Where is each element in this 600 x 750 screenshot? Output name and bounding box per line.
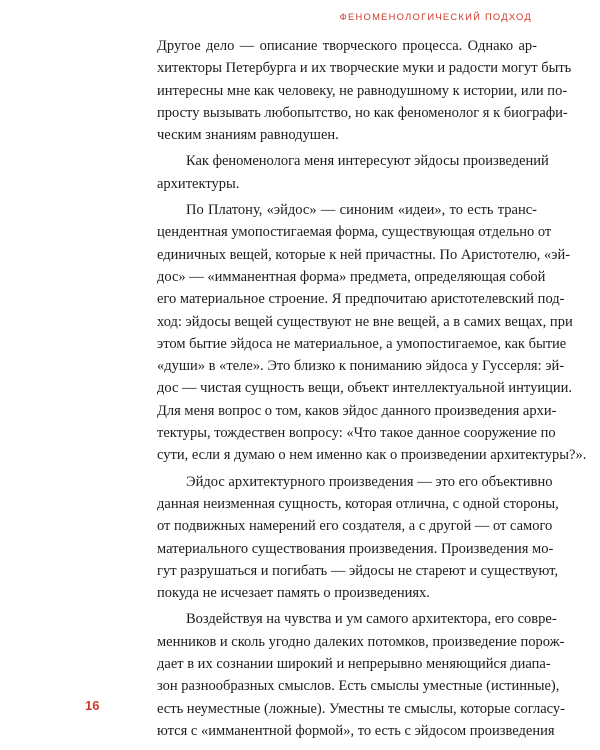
page-number: 16 xyxy=(85,698,100,713)
text-line: гут разрушаться и погибать — эйдосы не стареют и существуют, xyxy=(157,562,559,579)
text-line: Как феноменолога меня интересуют эйдосы произведений xyxy=(186,153,549,170)
text-line: данная неизменная сущность, которая отлична, с одной стороны, xyxy=(157,495,559,512)
text-line: интересны мне как человеку, не равнодушному к истории, или по- xyxy=(157,82,568,99)
running-head: ФЕНОМЕНОЛОГИЧЕСКИЙ ПОДХОД xyxy=(339,11,532,22)
text-line: «души» в «теле». Это близко к пониманию эйдоса у Гуссерля: эй- xyxy=(157,358,565,375)
text-line: ются с «имманентной формой», то есть с эйдосом произведения xyxy=(157,722,555,739)
paragraph xyxy=(157,199,587,467)
text-line: дос» — «имманентная форма» предмета, определяющая собой xyxy=(157,268,546,285)
text-line: хитекторы Петербурга и их творческие муки и радости могут быть xyxy=(157,60,572,77)
text-line: ход: эйдосы вещей существуют не вне вещей, а в самих вещах, при xyxy=(157,313,573,330)
text-line: этом бытие эйдоса не материальное, а умопостигаемое, как бытие xyxy=(157,335,567,352)
text-line: его материальное строение. Я предпочитаю аристотелевский под- xyxy=(157,291,565,308)
text-line: покуда не исчезает память о произведениях. xyxy=(157,585,430,602)
text-line: По Платону, «эйдос» — синоним «идеи», то есть транс- xyxy=(186,202,537,219)
paragraph xyxy=(157,150,549,195)
text-line: дает в их сознании широкий и непрерывно меняющийся диапа- xyxy=(157,656,551,673)
text-line: от подвижных намерений его создателя, а с другой — от самого xyxy=(157,518,553,535)
body-text xyxy=(157,35,587,742)
text-line: зон разнообразных смыслов. Есть смыслы уместные (истинные), xyxy=(157,678,560,695)
text-line: просту вызывать любопытство, но как феноменолог я к биографи- xyxy=(157,104,568,121)
text-line: цендентная умопостигаемая форма, существующая отдельно от xyxy=(157,224,552,241)
text-line: менников и сколь угодно далеких потомков, произведение порож- xyxy=(157,633,565,650)
text-line: единичных вещей, которые к ней причастны. По Аристотелю, «эй- xyxy=(157,246,571,263)
paragraph xyxy=(157,35,572,146)
text-line: тектуры, тождествен вопросу: «Что такое данное сооружение по xyxy=(157,425,556,442)
text-line: дос — чистая сущность вещи, объект интеллектуальной интуиции. xyxy=(157,380,572,397)
text-line: Другое дело — описание творческого процесса. Однако ар- xyxy=(157,38,537,54)
text-line: Эйдос архитектурного произведения — это его объективно xyxy=(186,473,553,490)
paragraph xyxy=(157,471,559,605)
text-line: Для меня вопрос о том, каков эйдос данного произведения архи- xyxy=(157,402,557,419)
text-line: архитектуры. xyxy=(157,175,240,192)
text-line: ческим знаниям равнодушен. xyxy=(157,127,339,144)
text-line: материального существования произведения. Произведения мо- xyxy=(157,540,554,557)
text-line: сути, если я думаю о нем именно как о произведении архитектуры?». xyxy=(157,447,587,464)
text-line: Воздействуя на чувства и ум самого архитектора, его совре- xyxy=(186,611,557,628)
text-line: есть неуместные (ложные). Уместны те смыслы, которые согласу- xyxy=(157,700,565,717)
paragraph xyxy=(157,608,565,742)
